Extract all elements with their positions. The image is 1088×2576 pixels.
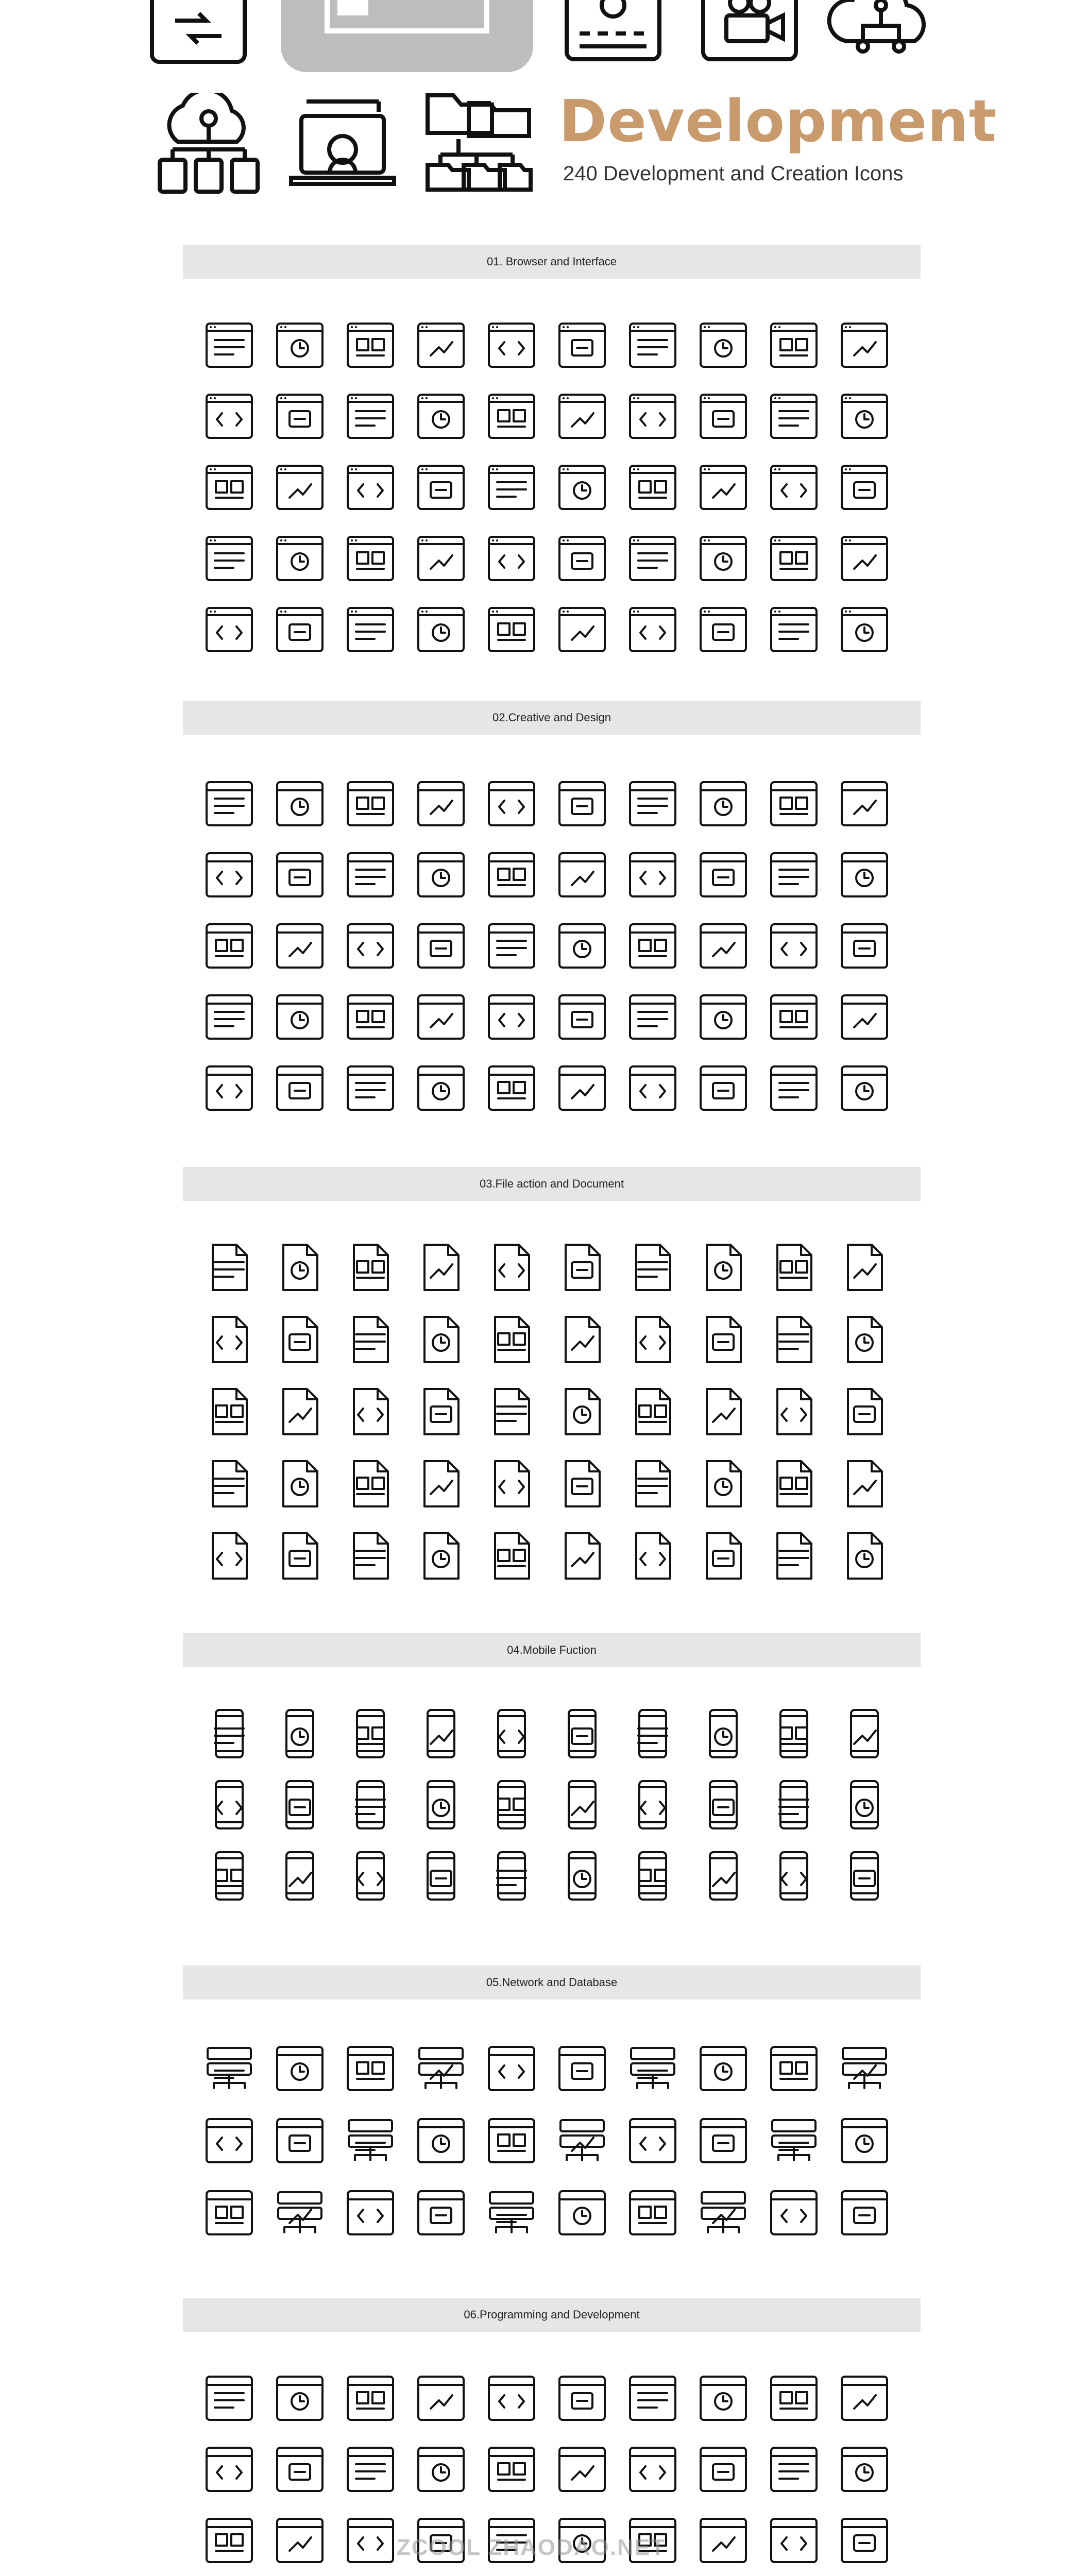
browser-sidebar-icon bbox=[345, 391, 396, 442]
mobile-video-icon bbox=[556, 1850, 608, 1902]
browser-code-icon bbox=[486, 319, 537, 371]
file-camera-roll-icon bbox=[345, 1530, 396, 1582]
mobile-dollar-icon bbox=[345, 1708, 396, 1759]
crop-text-icon bbox=[768, 849, 820, 901]
code-circle-icon bbox=[627, 2444, 678, 2495]
file-window-icon bbox=[486, 1314, 537, 1365]
graphic-tablet-icon bbox=[768, 1062, 820, 1114]
file-folder-icon bbox=[203, 1314, 255, 1365]
idea-laptop-icon bbox=[839, 1062, 890, 1114]
user-network-icon bbox=[274, 2187, 326, 2239]
mobile-bookmark-icon bbox=[768, 1850, 820, 1902]
page-lines-icon bbox=[345, 991, 396, 1043]
cloud-documents-icon bbox=[155, 93, 263, 196]
dashed-frame-icon bbox=[627, 1062, 678, 1114]
file-upload-icon bbox=[274, 1314, 326, 1365]
browser-list-icon bbox=[203, 319, 255, 371]
file-pen-tool-icon bbox=[627, 1386, 678, 1437]
book-pencil-icon bbox=[627, 991, 678, 1043]
file-usb-icon bbox=[839, 1458, 890, 1510]
cloud-network-icon bbox=[827, 0, 935, 67]
mobile-server-icon bbox=[698, 2115, 749, 2166]
browser-server-icon bbox=[627, 2043, 678, 2094]
folder-hierarchy-icon bbox=[274, 2115, 326, 2166]
browser-files-icon bbox=[415, 533, 467, 584]
mobile-user-icon bbox=[698, 1708, 749, 1759]
notes-pencil-icon bbox=[839, 778, 890, 829]
icon-grid bbox=[203, 778, 925, 1114]
file-idea-icon bbox=[627, 1242, 678, 1293]
browser-columns-icon bbox=[698, 391, 749, 442]
section-header: 01. Browser and Interface bbox=[183, 245, 921, 279]
file-code-icon bbox=[415, 1242, 467, 1293]
file-monitor-icon bbox=[698, 1386, 749, 1437]
cloud-nodes-icon bbox=[415, 2043, 467, 2094]
browser-plain-icon bbox=[839, 462, 890, 513]
section-header: 06.Programming and Development bbox=[183, 2298, 921, 2332]
file-braces-icon bbox=[768, 1530, 820, 1582]
browser-mail-icon bbox=[203, 604, 255, 655]
paint-roller-icon bbox=[274, 849, 326, 901]
file-help-icon bbox=[627, 1530, 678, 1582]
browser-gallery-icon bbox=[556, 533, 608, 584]
file-server-icon bbox=[839, 1386, 890, 1437]
coding-dots-icon bbox=[345, 2444, 396, 2495]
browser-doc-2-icon bbox=[345, 462, 396, 513]
printer-icon bbox=[415, 849, 467, 901]
file-code-gear-icon bbox=[556, 2444, 608, 2495]
brush-table-icon bbox=[203, 1062, 255, 1114]
chat-network-icon bbox=[345, 2187, 396, 2239]
lamp-bubble-icon bbox=[698, 920, 749, 972]
mail-printer-icon bbox=[486, 991, 537, 1043]
monitor-api-icon bbox=[415, 2444, 467, 2495]
section-programming bbox=[183, 2298, 921, 2332]
color-swatch-icon bbox=[698, 1062, 749, 1114]
browser-circles-icon bbox=[768, 462, 820, 513]
file-music-icon bbox=[274, 1242, 326, 1293]
icon-grid bbox=[203, 319, 925, 655]
file-grid-icon bbox=[698, 1458, 749, 1510]
page-title: Development bbox=[559, 88, 997, 155]
workspace-desk-icon bbox=[839, 920, 890, 972]
browser-database-icon bbox=[345, 2043, 396, 2094]
browser-location-icon bbox=[486, 604, 537, 655]
layout-blueprint-icon bbox=[839, 991, 890, 1043]
image-window-icon bbox=[345, 1062, 396, 1114]
mobile-search-icon bbox=[274, 1779, 326, 1831]
section-browser bbox=[183, 245, 921, 279]
cloud-link-icon bbox=[556, 2043, 608, 2094]
monitor-pen-icon bbox=[203, 778, 255, 829]
browser-json-icon bbox=[839, 2515, 890, 2566]
browser-form-icon bbox=[627, 604, 678, 655]
icon-grid bbox=[203, 1708, 925, 1902]
file-at-icon bbox=[768, 1458, 820, 1510]
file-copy-icon bbox=[698, 1530, 749, 1582]
section-header: 04.Mobile Fuction bbox=[183, 1633, 921, 1667]
browser-verified-icon bbox=[556, 604, 608, 655]
cloud-folder-icon bbox=[486, 2115, 537, 2166]
section-header: 02.Creative and Design bbox=[183, 701, 921, 735]
mobile-folder-icon bbox=[698, 1850, 749, 1902]
laptop-gear-icon bbox=[286, 95, 399, 193]
monitor-camera-icon bbox=[345, 849, 396, 901]
file-video-icon bbox=[345, 1242, 396, 1293]
mobile-sync-icon bbox=[203, 1708, 255, 1759]
flowchart-mouse-icon bbox=[345, 778, 396, 829]
file-braces-code-icon bbox=[486, 2444, 537, 2495]
browser-video-icon bbox=[556, 319, 608, 371]
file-stats-icon bbox=[486, 1458, 537, 1510]
pen-nodes-icon bbox=[415, 1062, 467, 1114]
mobile-location-icon bbox=[415, 1779, 467, 1831]
browser-blank-icon bbox=[345, 319, 396, 371]
file-lock-icon bbox=[274, 1530, 326, 1582]
browser-doc-3-icon bbox=[415, 462, 467, 513]
section-header: 03.File action and Document bbox=[183, 1167, 921, 1201]
file-share-icon bbox=[415, 1458, 467, 1510]
browser-quad-icon bbox=[627, 391, 678, 442]
server-network-icon bbox=[274, 2043, 326, 2094]
server-stack-icon bbox=[203, 2043, 255, 2094]
mobile-doc-icon bbox=[768, 1779, 820, 1831]
browser-zoom-in-icon bbox=[415, 391, 467, 442]
browser-photo-icon bbox=[203, 533, 255, 584]
file-text-icon bbox=[486, 1242, 537, 1293]
browser-grid-dots-icon bbox=[627, 319, 678, 371]
browser-image-icon bbox=[839, 319, 890, 371]
browser-expand-icon bbox=[556, 391, 608, 442]
file-swap-icon bbox=[274, 1386, 326, 1437]
file-broken-icon bbox=[698, 1314, 749, 1365]
file-text-tool-icon bbox=[627, 1458, 678, 1510]
browser-upload-icon bbox=[698, 319, 749, 371]
folder-network-icon bbox=[415, 2187, 467, 2239]
browser-widgets-icon bbox=[839, 604, 890, 655]
file-growth-icon bbox=[486, 1386, 537, 1437]
database-download-icon bbox=[415, 2115, 467, 2166]
icon-grid bbox=[203, 2043, 925, 2239]
browser-article-icon bbox=[556, 462, 608, 513]
folder-computer-icon bbox=[486, 2043, 537, 2094]
folder-laptop-icon bbox=[698, 2187, 749, 2239]
file-camera-icon bbox=[839, 1314, 890, 1365]
folder-tree-icon bbox=[203, 2115, 255, 2166]
mobile-bluetooth-icon bbox=[486, 1708, 537, 1759]
browser-panels-icon bbox=[839, 391, 890, 442]
pen-book-icon bbox=[556, 920, 608, 972]
laptop-network-icon bbox=[627, 2115, 678, 2166]
monitor-pen-tool-icon bbox=[627, 849, 678, 901]
desktop-tools-icon bbox=[203, 991, 255, 1043]
flow-screen-icon bbox=[274, 991, 326, 1043]
monitor-code-icon bbox=[274, 2372, 326, 2424]
browser-doc-icon bbox=[274, 462, 326, 513]
mobile-lock-icon bbox=[274, 1850, 326, 1902]
browser-sync-icon bbox=[486, 533, 537, 584]
cloud-small-icon bbox=[556, 2187, 608, 2239]
file-type-icon bbox=[698, 1242, 749, 1293]
ruler-pencil-icon bbox=[839, 849, 890, 901]
chat-code-icon bbox=[839, 2444, 890, 2495]
file-download-icon bbox=[345, 1314, 396, 1365]
target-pen-icon bbox=[486, 1062, 537, 1114]
browser-zoom-out-icon bbox=[486, 391, 537, 442]
pen-machine-icon bbox=[627, 920, 678, 972]
browser-sync-db-icon bbox=[768, 2115, 820, 2166]
mobile-mail-add-icon bbox=[486, 1779, 537, 1831]
browser-csharp-icon bbox=[203, 2444, 255, 2495]
file-presentation-icon bbox=[203, 1530, 255, 1582]
browser-doc-4-icon bbox=[486, 462, 537, 513]
file-edit-icon bbox=[839, 1242, 890, 1293]
database-upload-icon bbox=[345, 2115, 396, 2166]
browser-text-icon bbox=[274, 319, 326, 371]
browser-split-icon bbox=[768, 391, 820, 442]
file-save-icon bbox=[486, 1530, 537, 1582]
browser-profile-icon bbox=[556, 2372, 608, 2424]
cloud-code-icon bbox=[274, 2515, 326, 2566]
browser-window-icon bbox=[281, 0, 533, 72]
browser-gear-icon bbox=[627, 2372, 678, 2424]
browser-folder-icon bbox=[839, 533, 890, 584]
laptop-pencil-icon bbox=[556, 778, 608, 829]
browser-presenter-icon bbox=[345, 533, 396, 584]
board-nodes-icon bbox=[274, 1062, 326, 1114]
browser-swap-icon bbox=[147, 0, 250, 67]
file-archive-icon bbox=[768, 1314, 820, 1365]
mobile-bag-icon bbox=[345, 1850, 396, 1902]
monitor-network-icon bbox=[839, 2043, 890, 2094]
browser-code-list-icon bbox=[203, 2372, 255, 2424]
browser-blocks-code-icon bbox=[415, 2372, 467, 2424]
mobile-camera-icon bbox=[627, 1850, 678, 1902]
file-computer-icon bbox=[415, 1314, 467, 1365]
file-money-icon bbox=[556, 1458, 608, 1510]
server-nodes-icon bbox=[768, 2043, 820, 2094]
browser-dns-icon bbox=[486, 2187, 537, 2239]
mobile-qr-icon bbox=[768, 1708, 820, 1759]
image-select-icon bbox=[415, 920, 467, 972]
section-network bbox=[183, 1965, 921, 1999]
browser-tags-icon bbox=[698, 462, 749, 513]
browser-heart-icon bbox=[627, 533, 678, 584]
pencil-ruler-icon bbox=[768, 920, 820, 972]
mobile-chat-icon bbox=[203, 1779, 255, 1831]
browser-404-icon bbox=[698, 533, 749, 584]
file-transfer-icon bbox=[203, 1386, 255, 1437]
presentation-icon bbox=[556, 991, 608, 1043]
browser-download-icon bbox=[768, 319, 820, 371]
file-happy-icon bbox=[274, 1458, 326, 1510]
crop-selection-icon bbox=[698, 849, 749, 901]
video-camera-icon bbox=[698, 0, 801, 64]
file-pen-icon bbox=[556, 1314, 608, 1365]
vector-nodes-icon bbox=[203, 849, 255, 901]
icon-grid bbox=[203, 1242, 925, 1582]
cloud-files-icon bbox=[839, 2187, 890, 2239]
folder-hierarchy-icon bbox=[422, 90, 536, 193]
fountain-pen-icon bbox=[486, 778, 537, 829]
file-shapes-icon bbox=[556, 1242, 608, 1293]
browser-player-icon bbox=[274, 533, 326, 584]
file-flow-icon bbox=[627, 1314, 678, 1365]
section-creative bbox=[183, 701, 921, 735]
mobile-payment-icon bbox=[627, 1708, 678, 1759]
mobile-music-icon bbox=[486, 1850, 537, 1902]
mouse-ruler-icon bbox=[768, 778, 820, 829]
section-header: 05.Network and Database bbox=[183, 1965, 921, 1999]
page-subtitle: 240 Development and Creation Icons bbox=[563, 162, 904, 185]
browser-design-icon bbox=[274, 920, 326, 972]
file-pin-icon bbox=[203, 1458, 255, 1510]
mobile-mail-icon bbox=[345, 1779, 396, 1831]
laptop-gear-code-icon bbox=[698, 2515, 749, 2566]
watermark: ZCOOL ZHAODAO.NET bbox=[397, 2535, 666, 2560]
browser-share-icon bbox=[698, 604, 749, 655]
mobile-download-icon bbox=[415, 1708, 467, 1759]
keyboard-icon bbox=[562, 0, 665, 64]
mobile-cloud-icon bbox=[839, 1708, 890, 1759]
blueprint-pencil-icon bbox=[698, 991, 749, 1043]
browser-api-icon bbox=[345, 2515, 396, 2566]
file-hierarchy-icon bbox=[556, 1530, 608, 1582]
laptop-cloud-icon bbox=[768, 2187, 820, 2239]
paper-roll-icon bbox=[768, 991, 820, 1043]
book-ruler-icon bbox=[627, 778, 678, 829]
file-calendar-icon bbox=[415, 1530, 467, 1582]
page-code-icon bbox=[768, 2444, 820, 2495]
page-pen-icon bbox=[345, 920, 396, 972]
mobile-image-icon bbox=[203, 1850, 255, 1902]
layers-stack-icon bbox=[486, 849, 537, 901]
hero-banner bbox=[0, 0, 1088, 216]
type-tool-icon bbox=[415, 991, 467, 1043]
mobile-settings-icon bbox=[274, 1708, 326, 1759]
file-chart-icon bbox=[556, 1386, 608, 1437]
file-exchange-icon bbox=[768, 1386, 820, 1437]
file-sad-icon bbox=[345, 1458, 396, 1510]
server-design-icon bbox=[556, 849, 608, 901]
mobile-clock-icon bbox=[698, 1779, 749, 1831]
mobile-crop-icon bbox=[627, 1779, 678, 1831]
section-mobile bbox=[183, 1633, 921, 1667]
browser-three-col-icon bbox=[203, 462, 255, 513]
mobile-mail-remove-icon bbox=[839, 1779, 890, 1831]
database-blocks-icon bbox=[556, 2115, 608, 2166]
section-files bbox=[183, 1167, 921, 1201]
browser-code-tag-icon bbox=[768, 2372, 820, 2424]
browser-code-lines-icon bbox=[839, 2372, 890, 2424]
file-mail-icon bbox=[768, 1242, 820, 1293]
file-disc-icon bbox=[345, 1386, 396, 1437]
browser-bell-icon bbox=[768, 533, 820, 584]
browser-layout-icon bbox=[274, 391, 326, 442]
text-tools-icon bbox=[486, 920, 537, 972]
monitor-php-icon bbox=[274, 2444, 326, 2495]
browser-share-net-icon bbox=[627, 2187, 678, 2239]
grid-code-icon bbox=[203, 2515, 255, 2566]
mobile-code-icon bbox=[345, 2372, 396, 2424]
cloud-storage-icon bbox=[203, 2187, 255, 2239]
cloud-upload-icon bbox=[839, 2115, 890, 2166]
browser-sliders-icon bbox=[203, 391, 255, 442]
browser-brackets-icon bbox=[486, 2372, 537, 2424]
mobile-share-icon bbox=[556, 1779, 608, 1831]
browser-dashboard-icon bbox=[768, 604, 820, 655]
file-puzzle-icon bbox=[839, 1530, 890, 1582]
mobile-cart-icon bbox=[839, 1850, 890, 1902]
pen-tool-page-icon bbox=[415, 778, 467, 829]
target-cursor-icon bbox=[556, 1062, 608, 1114]
file-wave-icon bbox=[415, 1386, 467, 1437]
lamp-idea-icon bbox=[274, 778, 326, 829]
mobile-resize-icon bbox=[415, 1850, 467, 1902]
mobile-wifi-icon bbox=[556, 1708, 608, 1759]
browser-user-icon bbox=[627, 462, 678, 513]
browser-blocks-icon bbox=[345, 604, 396, 655]
browser-table-icon bbox=[415, 604, 467, 655]
file-image-icon bbox=[203, 1242, 255, 1293]
code-books-icon bbox=[698, 2372, 749, 2424]
selection-warning-icon bbox=[203, 920, 255, 972]
browser-css-file-icon bbox=[768, 2515, 820, 2566]
browser-toggle-icon bbox=[415, 319, 467, 371]
file-network-icon bbox=[698, 2043, 749, 2094]
monitor-code-text-icon bbox=[698, 2444, 749, 2495]
stack-layers-icon bbox=[698, 778, 749, 829]
browser-search-icon bbox=[274, 604, 326, 655]
